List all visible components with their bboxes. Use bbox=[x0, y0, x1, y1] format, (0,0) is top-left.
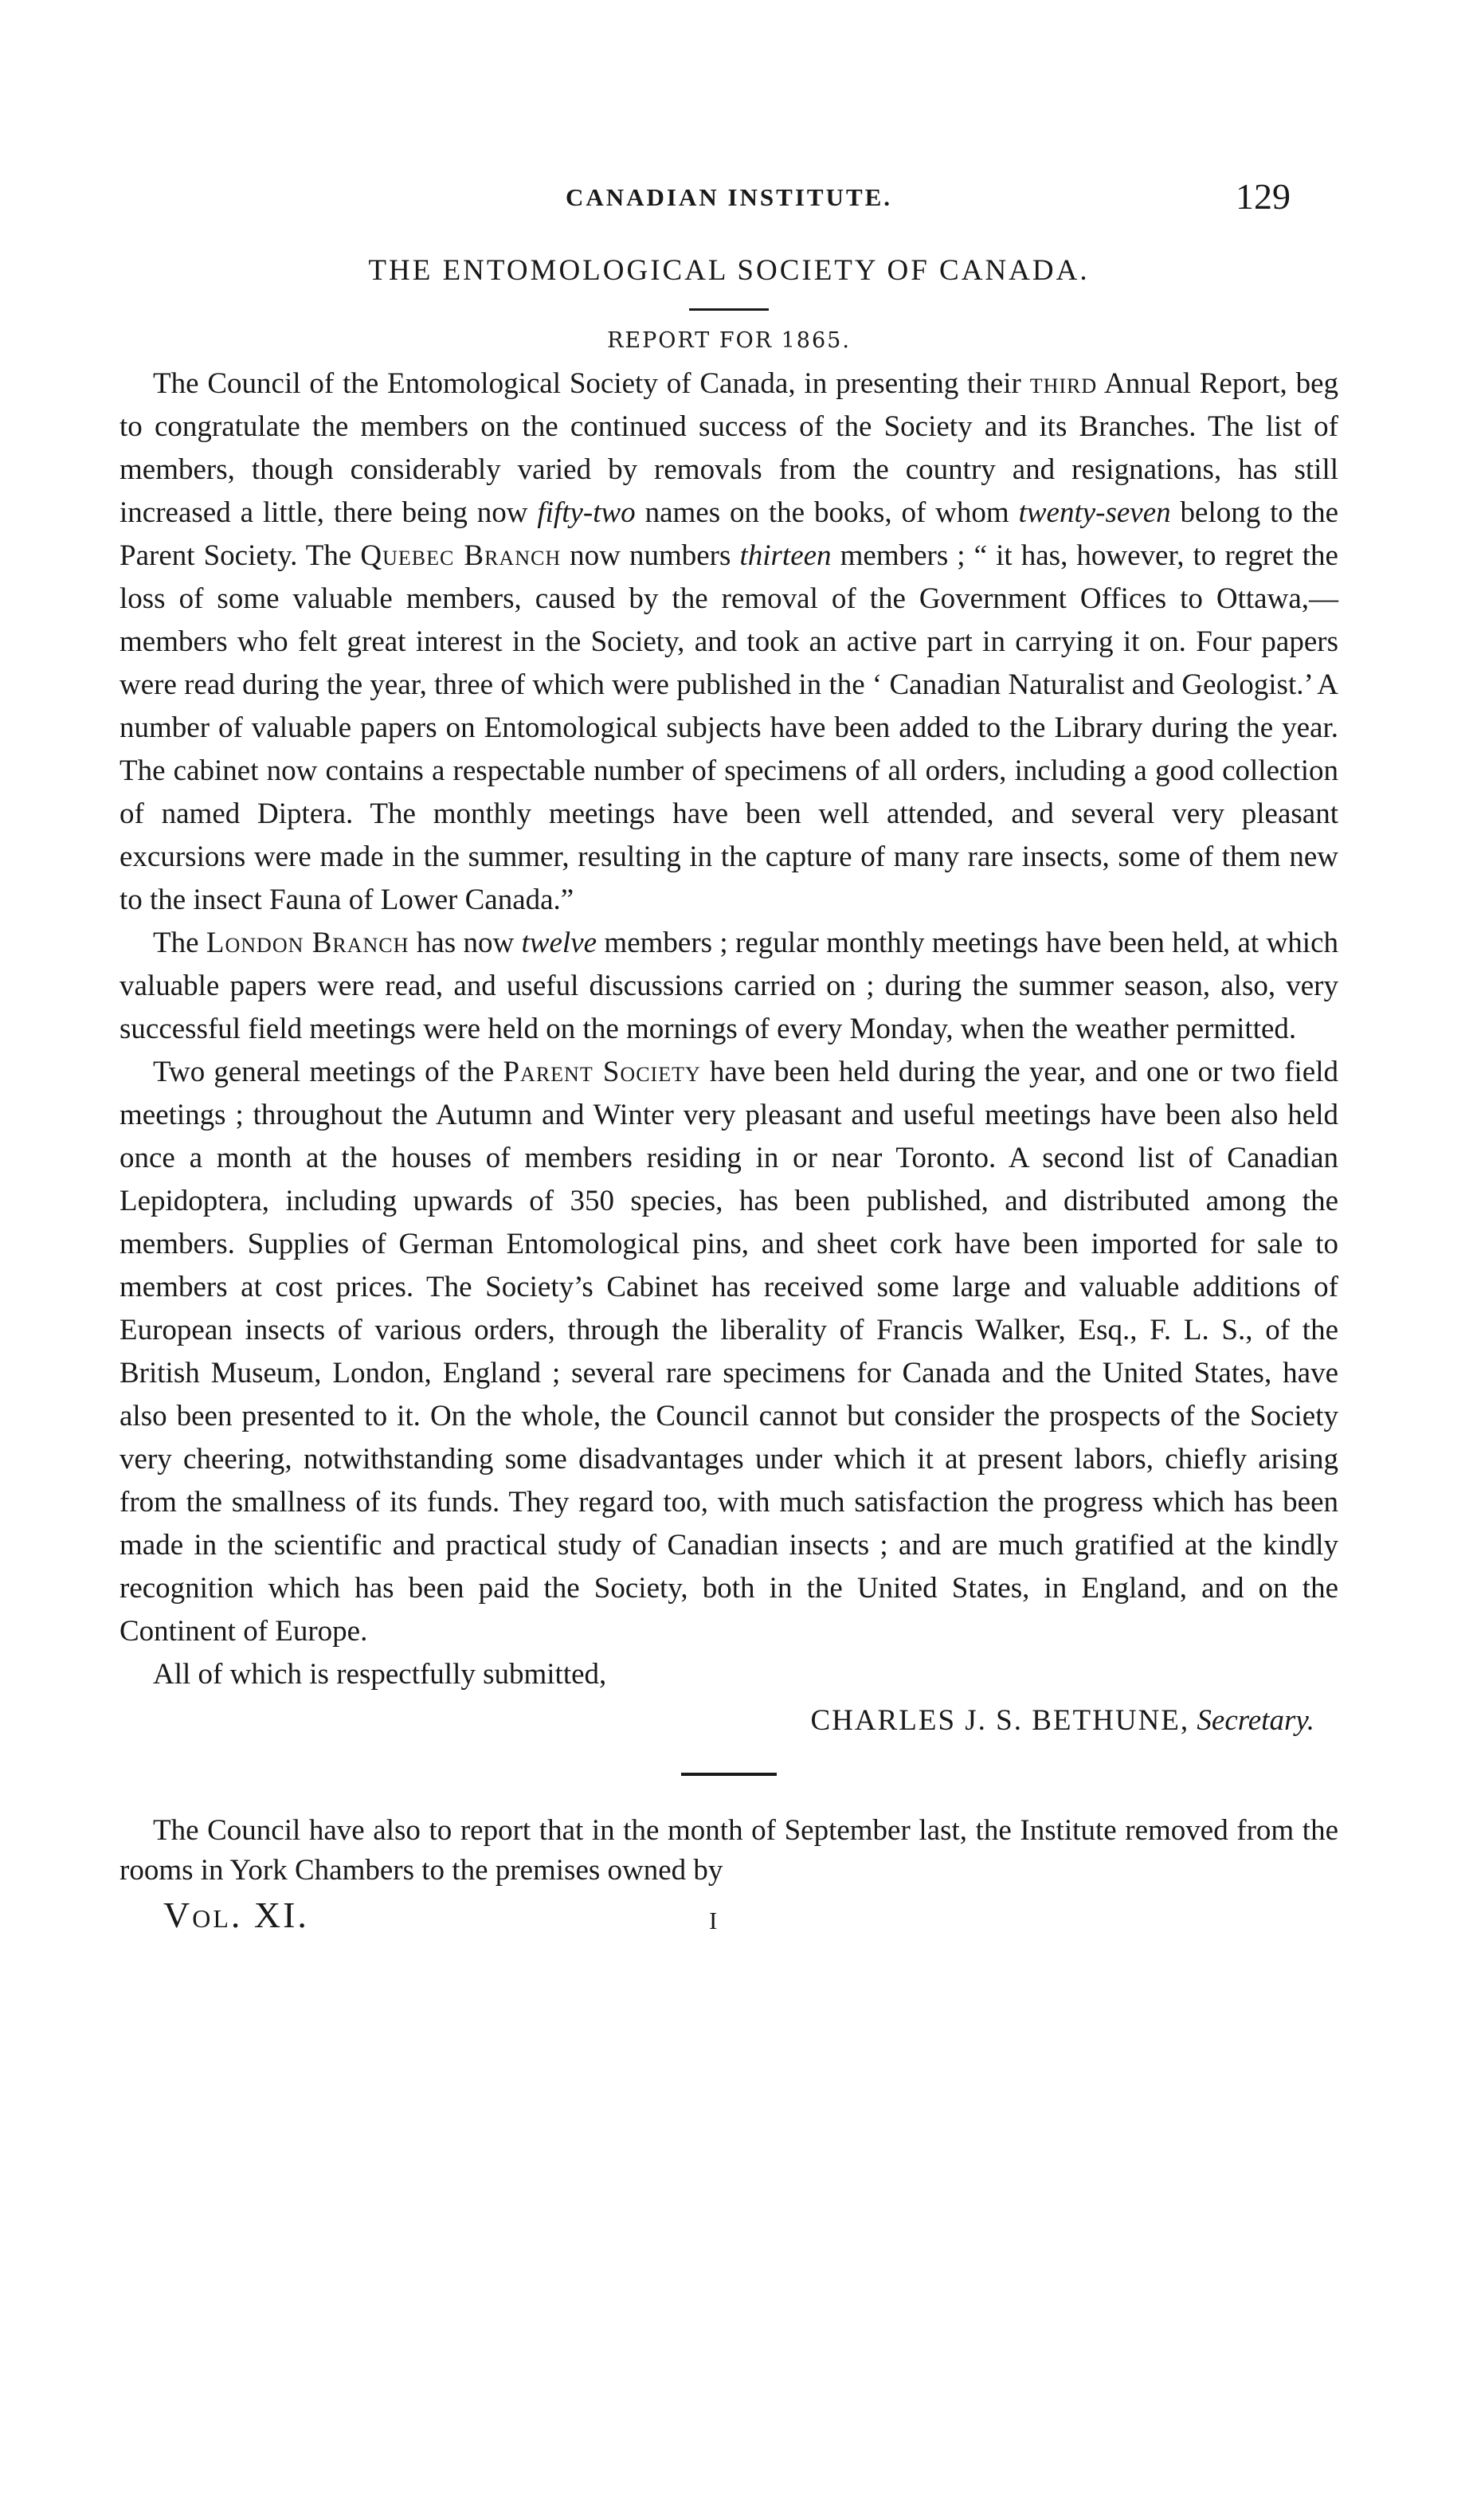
paragraph-london-branch: The London Branch has now twelve members ; regular monthly meetings have been held, at which valuable papers were read, and useful discussions carried on ; during the summer season, also, very successful field meetings were held on the mornings of every Monday, when the weather permitted. bbox=[119, 927, 1338, 1045]
signatory-role: Secretary. bbox=[1197, 1704, 1314, 1737]
sheet-letter: I bbox=[709, 1907, 718, 1934]
signatory-name: CHARLES J. S. BETHUNE, bbox=[810, 1704, 1190, 1737]
paragraph-institute-note: The Council have also to report that in the month of September last, the Institute removed from the rooms in York Chambers to the premises owned by bbox=[119, 1814, 1338, 1887]
volume-mark: Vol. XI. bbox=[163, 1895, 309, 1935]
running-title: CANADIAN INSTITUTE. bbox=[565, 183, 893, 211]
report-subtitle: REPORT FOR 1865. bbox=[607, 328, 851, 353]
running-head bbox=[119, 175, 1338, 239]
signature bbox=[119, 1699, 1314, 1742]
title-rule bbox=[689, 308, 769, 311]
paragraph-closing: All of which is respectfully submitted, bbox=[153, 1658, 607, 1691]
page-number: 129 bbox=[1236, 176, 1291, 217]
paragraph-parent-society: Two general meetings of the Parent Society have been held during the year, and one or two field meetings ; throughout the Autumn and Winter very pleasant and useful meetings have been also held once a month at the houses of members residing in or near Toronto. A second list of Canadian Lepidoptera, including upwards of 350 species, has been published, and distributed among the members. Supplies of German Entomological pins, and sheet cork have been imported for sale to members at cost prices. The Society’s Cabinet has received some large and valuable additions of European insects of various orders, through the liberality of Francis Walker, Esq., F. L. S., of the British Museum, London, England ; several rare specimens for Canada and the United States, have also been presented to it. On the whole, the Council cannot but consider the prospects of the Society very cheering, notwithstanding some disadvantages under which it at present labors, chiefly arising from the smallness of its funds. They regard too, with much satisfaction the progress which has been made in the scientific and practical study of Canadian insects ; and are much gratified at the kindly recognition which has been paid the Society, both in the United States, in England, and on the Continent of Europe. bbox=[119, 1056, 1338, 1648]
article-title: THE ENTOMOLOGICAL SOCIETY OF CANADA. bbox=[368, 254, 1090, 287]
page-footer bbox=[119, 1894, 1338, 1950]
page bbox=[119, 175, 1338, 1950]
paragraph-council-report: The Council of the Entomological Society of Canada, in presenting their third Annual Report, beg to congratulate the members on the continued success of the Society and its Branches. The list of members, though considerably varied by removals from the country and resignations, has still increased a little, there being now fifty-two names on the books, of whom twenty-seven belong to the Parent Society. The Quebec Branch now numbers thirteen members ; “ it has, however, to regret the loss of some valuable members, caused by the removal of the Government Offices to Ottawa,—members who felt great interest in the Society, and took an active part in carrying it on. Four papers were read during the year, three of which were published in the ‘ Canadian Naturalist and Geologist.’ A number of valuable papers on Entomological subjects have been added to the Library during the year. The cabinet now contains a respectable number of specimens of all orders, including a good collection of named Diptera. The monthly meetings have been well attended, and several very pleasant excursions were made in the summer, resulting in the capture of many rare insects, some of them new to the insect Fauna of Lower Canada.” bbox=[119, 367, 1338, 916]
section-rule bbox=[681, 1773, 777, 1776]
